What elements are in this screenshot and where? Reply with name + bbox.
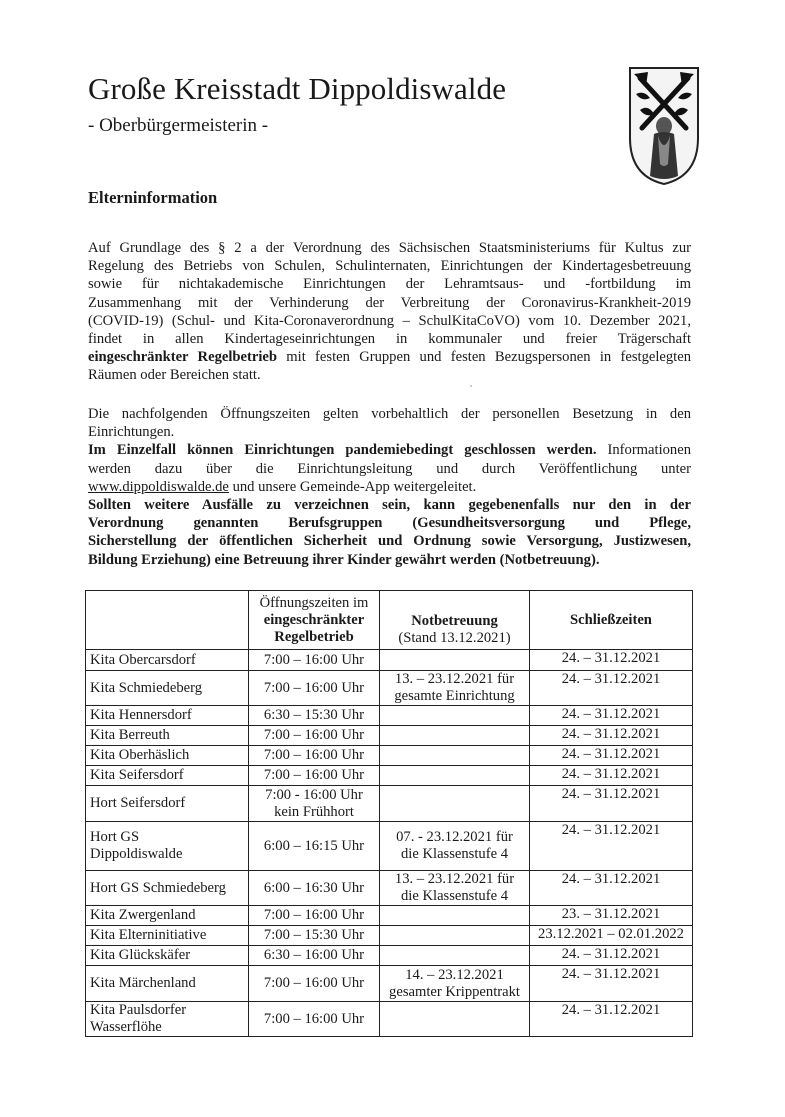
table-row <box>86 1002 693 1037</box>
cell-text: 6:30 – 16:00 Uhr <box>263 947 365 963</box>
text-line: Die nachfolgenden Öffnungszeiten gelten vorbehaltlich der personellen Besetzung in den <box>88 406 691 422</box>
emergency-care-cell <box>380 746 530 766</box>
opening-times-table <box>85 590 693 1037</box>
emergency-care-cell <box>380 786 530 822</box>
cell-text: Kita Glückskäfer <box>90 947 191 963</box>
opening-time-cell <box>249 822 380 871</box>
text-run: Informationen <box>596 442 691 459</box>
cell-text: 7:00 – 16:00 Uhr <box>263 747 365 763</box>
cell-text: Kita Oberhäslich <box>90 747 190 763</box>
facility-name-cell <box>86 650 249 671</box>
text-line: Räumen oder Bereichen statt. <box>88 367 261 384</box>
cell-text: gesamte Einrichtung <box>394 688 515 704</box>
emergency-care-cell <box>380 966 530 1002</box>
closing-time-cell: 24. – 31.12.2021 <box>530 1002 693 1037</box>
text-line <box>88 348 691 366</box>
text-line <box>88 478 691 496</box>
opening-time-cell <box>249 766 380 786</box>
cell-text: Wasserflöhe <box>90 1019 162 1035</box>
cell-text: Dippoldiswalde <box>90 846 183 862</box>
table-row <box>86 726 693 746</box>
table-row <box>86 926 693 946</box>
text-line: Regelung des Betriebs von Schulen, Schulinternaten, Einrichtungen der Kindertagesbetreuung <box>88 258 691 275</box>
cell-text: Kita Berreuth <box>90 727 170 743</box>
closing-time-cell: 24. – 31.12.2021 <box>530 706 693 726</box>
bold-phrase: eingeschränkter Regelbetrieb <box>88 349 277 366</box>
opening-time-cell <box>249 746 380 766</box>
opening-time-cell <box>249 926 380 946</box>
table-row <box>86 946 693 966</box>
section-heading: Elterninformation <box>88 188 218 207</box>
table-row <box>86 871 693 906</box>
emergency-care-cell <box>380 1002 530 1037</box>
emergency-care-cell <box>380 946 530 966</box>
opening-time-cell <box>249 966 380 1002</box>
closing-time-cell: 24. – 31.12.2021 <box>530 946 693 966</box>
closing-time-cell: 23. – 31.12.2021 <box>530 906 693 926</box>
stray-dot <box>470 385 472 387</box>
opening-time-cell <box>249 871 380 906</box>
text-line: Zusammenhang mit der Verhinderung der Verbreitung der Coronavirus-Krankheit-2019 <box>88 294 691 311</box>
table-row <box>86 766 693 786</box>
bold-line: Verordnung genannten Berufsgruppen (Gesundheitsversorgung und Pflege, <box>88 515 691 532</box>
header-text: Öffnungszeiten im <box>259 594 369 611</box>
cell-text: 6:30 – 15:30 Uhr <box>263 707 365 723</box>
bold-period: . <box>592 442 597 459</box>
emergency-care-cell <box>380 926 530 946</box>
table-row <box>86 671 693 706</box>
cell-text: 7:00 – 16:00 Uhr <box>263 975 365 991</box>
facility-name-cell <box>86 746 249 766</box>
text-line: sowie für nichtakademische Einrichtungen der Lehramtsaus- und -fortbildung im <box>88 276 691 293</box>
closing-time-cell: 23.12.2021 – 02.01.2022 <box>530 926 693 946</box>
facility-name-cell <box>86 786 249 822</box>
cell-text: 13. – 23.12.2021 für <box>394 671 515 687</box>
header-facility <box>86 591 249 650</box>
facility-name-cell <box>86 926 249 946</box>
opening-time-cell <box>249 1002 380 1037</box>
bold-line: Sicherstellung der öffentlichen Sicherheit und Ordnung sowie Versorgung, Justizwesen, <box>88 533 691 550</box>
header-emergency-care <box>380 591 530 650</box>
emergency-care-cell <box>380 906 530 926</box>
cell-text: 6:00 – 16:30 Uhr <box>263 879 365 896</box>
cell-text: Kita Hennersdorf <box>90 707 192 723</box>
bold-phrase: Im Einzelfall können Einrichtungen pandemiebedingt geschlossen werden <box>88 442 593 459</box>
opening-info-paragraph <box>88 405 691 569</box>
cell-text: Hort GS Schmiedeberg <box>90 879 226 896</box>
closing-time-cell: 24. – 31.12.2021 <box>530 671 693 706</box>
text-line: Einrichtungen. <box>88 424 175 441</box>
closing-time-cell: 24. – 31.12.2021 <box>530 766 693 786</box>
facility-name-cell <box>86 1002 249 1037</box>
intro-paragraph <box>88 239 691 385</box>
cell-text: 7:00 – 16:00 Uhr <box>263 907 365 923</box>
emergency-care-cell <box>380 871 530 906</box>
cell-text: gesamter Krippentrakt <box>389 983 520 1000</box>
cell-text: 7:00 – 16:00 Uhr <box>263 727 365 743</box>
text-run: und unsere Gemeinde-App weitergeleitet. <box>228 478 477 495</box>
cell-text: Kita Paulsdorfer <box>90 1002 187 1018</box>
cell-text: Kita Zwergenland <box>90 907 196 923</box>
table-header-row <box>86 591 693 650</box>
table-row <box>86 786 693 822</box>
closing-time-cell: 24. – 31.12.2021 <box>530 786 693 822</box>
cell-text: 7:00 – 16:00 Uhr <box>263 651 365 668</box>
header-text: Notbetreuung <box>411 613 498 629</box>
cell-text: Kita Seifersdorf <box>90 767 184 783</box>
opening-time-cell <box>249 706 380 726</box>
cell-text: 7:00 – 16:00 Uhr <box>263 1010 365 1027</box>
emergency-care-cell <box>380 822 530 871</box>
opening-time-cell <box>249 786 380 822</box>
closing-time-cell: 24. – 31.12.2021 <box>530 650 693 671</box>
cell-text: Kita Elterninitiative <box>90 927 207 943</box>
bold-line: Bildung Erziehung) eine Betreuung ihrer Kinder gewährt werden (Notbetreuung). <box>88 551 600 568</box>
cell-text: Kita Märchenland <box>90 975 196 991</box>
cell-text: die Klassenstufe 4 <box>401 888 508 904</box>
cell-text: 7:00 – 16:00 Uhr <box>263 679 365 696</box>
cell-text: 13. – 23.12.2021 für <box>394 871 515 887</box>
closing-time-cell: 24. – 31.12.2021 <box>530 726 693 746</box>
emergency-care-cell <box>380 726 530 746</box>
emergency-care-cell <box>380 706 530 726</box>
closing-time-cell: 24. – 31.12.2021 <box>530 746 693 766</box>
emergency-care-cell <box>380 671 530 706</box>
facility-name-cell <box>86 766 249 786</box>
facility-name-cell <box>86 906 249 926</box>
opening-time-cell <box>249 946 380 966</box>
facility-name-cell <box>86 966 249 1002</box>
table-row <box>86 706 693 726</box>
text-line: Auf Grundlage des § 2 a der Verordnung des Sächsischen Staatsministeriums für Kultus zur <box>88 240 691 256</box>
cell-text: Hort Seifersdorf <box>90 795 186 811</box>
cell-text: 7:00 – 15:30 Uhr <box>263 927 365 943</box>
table-row <box>86 822 693 871</box>
cell-text: Hort GS <box>90 829 140 845</box>
facility-name-cell <box>86 671 249 706</box>
opening-time-cell <box>249 726 380 746</box>
coat-of-arms-icon <box>624 64 704 188</box>
website-link[interactable]: www.dippoldiswalde.de <box>88 478 229 495</box>
opening-time-cell <box>249 906 380 926</box>
cell-text: 07. - 23.12.2021 für <box>396 829 513 845</box>
text-line: findet in allen Kindertageseinrichtungen in kommunaler und freier Trägerschaft <box>88 331 691 348</box>
emergency-care-cell <box>380 650 530 671</box>
text-line: (COVID-19) (Schul- und Kita-Coronaverordnung – SchulKitaCoVO) vom 10. Dezember 2021, <box>88 312 691 329</box>
header-text: eingeschränkter <box>263 611 365 628</box>
opening-time-cell <box>249 650 380 671</box>
page-subtitle: - Oberbürgermeisterin - <box>88 115 269 136</box>
opening-time-cell <box>249 671 380 706</box>
table-row <box>86 650 693 671</box>
text-line <box>88 441 691 459</box>
cell-text: Kita Obercarsdorf <box>90 651 196 668</box>
cell-text: Kita Schmiedeberg <box>90 679 202 696</box>
page-title: Große Kreisstadt Dippoldiswalde <box>88 71 507 106</box>
cell-text: kein Frühhort <box>274 803 354 820</box>
facility-name-cell <box>86 946 249 966</box>
emergency-care-cell <box>380 766 530 786</box>
header-text: (Stand 13.12.2021) <box>398 630 511 646</box>
header-text: Regelbetrieb <box>274 628 354 645</box>
closing-time-cell: 24. – 31.12.2021 <box>530 822 693 871</box>
facility-name-cell <box>86 726 249 746</box>
header-opening-times <box>249 591 380 650</box>
table-row <box>86 966 693 1002</box>
closing-time-cell: 24. – 31.12.2021 <box>530 966 693 1002</box>
facility-name-cell <box>86 822 249 871</box>
table-row <box>86 746 693 766</box>
cell-text: 14. – 23.12.2021 <box>405 966 504 983</box>
table-row <box>86 906 693 926</box>
cell-text: 6:00 – 16:15 Uhr <box>263 837 365 854</box>
closing-time-cell: 24. – 31.12.2021 <box>530 871 693 906</box>
text-line: werden dazu über die Einrichtungsleitung und durch Veröffentlichung unter <box>88 460 691 477</box>
header-closing-times: Schließzeiten <box>530 591 693 650</box>
text-run: mit festen Gruppen und festen Bezugspersonen in festgelegten <box>276 349 691 366</box>
table-body <box>86 650 693 1037</box>
bold-line: Sollten weitere Ausfälle zu verzeichnen sein, kann gegebenenfalls nur den in der <box>88 497 691 514</box>
cell-text: 7:00 - 16:00 Uhr <box>265 786 363 803</box>
cell-text: 7:00 – 16:00 Uhr <box>263 767 365 783</box>
cell-text: die Klassenstufe 4 <box>401 846 508 862</box>
facility-name-cell <box>86 871 249 906</box>
facility-name-cell <box>86 706 249 726</box>
